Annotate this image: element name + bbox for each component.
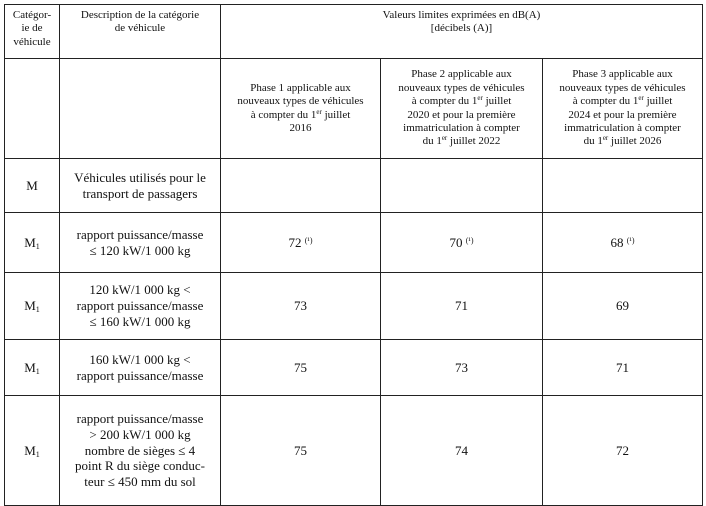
description-cell: rapport puissance/masse ≤ 120 kW/1 000 kg: [60, 213, 221, 273]
footnote-ref: (¹): [626, 235, 635, 245]
phase-3-value: 72: [543, 396, 703, 506]
table-row: [5, 396, 703, 506]
footnote-ref: (¹): [304, 235, 313, 245]
table-row: [5, 273, 703, 340]
category-cell: $M_1$: [5, 213, 60, 273]
header-limits: Valeurs limites exprimées en dB(A) [décibels (A)]: [221, 5, 703, 59]
phase-1-value: 75: [221, 396, 381, 506]
phase-2-value: [381, 159, 543, 213]
header-category: Catégor- ie de véhicule: [5, 5, 60, 59]
phase-3-header: Phase 3 applicable aux nouveaux types de véhicules à compter du 1er juillet 2024 et pour la première immatriculation à compter du 1er juillet 2026: [543, 59, 703, 159]
phase-3-value: 71: [543, 340, 703, 396]
category-cell: M: [5, 159, 60, 213]
header-description: Description de la catégorie de véhicule: [60, 5, 221, 59]
noise-limit-table: [4, 4, 703, 506]
empty-cell: [60, 59, 221, 159]
phase-2-header: Phase 2 applicable aux nouveaux types de véhicules à compter du 1er juillet 2020 et pour la première immatriculation à compter du 1er juillet 2022: [381, 59, 543, 159]
table-row: [5, 159, 703, 213]
description-cell: Véhicules utilisés pour le transport de passagers: [60, 159, 221, 213]
description-cell: 120 kW/1 000 kg < rapport puissance/masse ≤ 160 kW/1 000 kg: [60, 273, 221, 340]
phase-2-value: 71: [381, 273, 543, 340]
description-cell: rapport puissance/masse > 200 kW/1 000 kg nombre de sièges ≤ 4 point R du siège conduc- teur ≤ 450 mm du sol: [60, 396, 221, 506]
phase-3-value: 68 $^{(^1)}$: [543, 213, 703, 273]
footnote-ref: (¹): [465, 235, 474, 245]
phase-2-value: 70 $^{(^1)}$: [381, 213, 543, 273]
category-cell: $M_1$: [5, 396, 60, 506]
phase-1-value: 75: [221, 340, 381, 396]
empty-cell: [5, 59, 60, 159]
phase-1-value: 73: [221, 273, 381, 340]
phase-3-value: 69: [543, 273, 703, 340]
category-cell: $M_1$: [5, 340, 60, 396]
header-row: [5, 5, 703, 59]
phase-3-value: [543, 159, 703, 213]
table-row: [5, 213, 703, 273]
description-cell: 160 kW/1 000 kg < rapport puissance/masse: [60, 340, 221, 396]
phase-1-header: Phase 1 applicable aux nouveaux types de véhicules à compter du 1er juillet 2016: [221, 59, 381, 159]
phase-1-value: 72 $^{(^1)}$: [221, 213, 381, 273]
phase-2-value: 74: [381, 396, 543, 506]
phase-2-value: 73: [381, 340, 543, 396]
category-cell: $M_1$: [5, 273, 60, 340]
table-row: [5, 340, 703, 396]
phase-1-value: [221, 159, 381, 213]
phase-header-row: [5, 59, 703, 159]
